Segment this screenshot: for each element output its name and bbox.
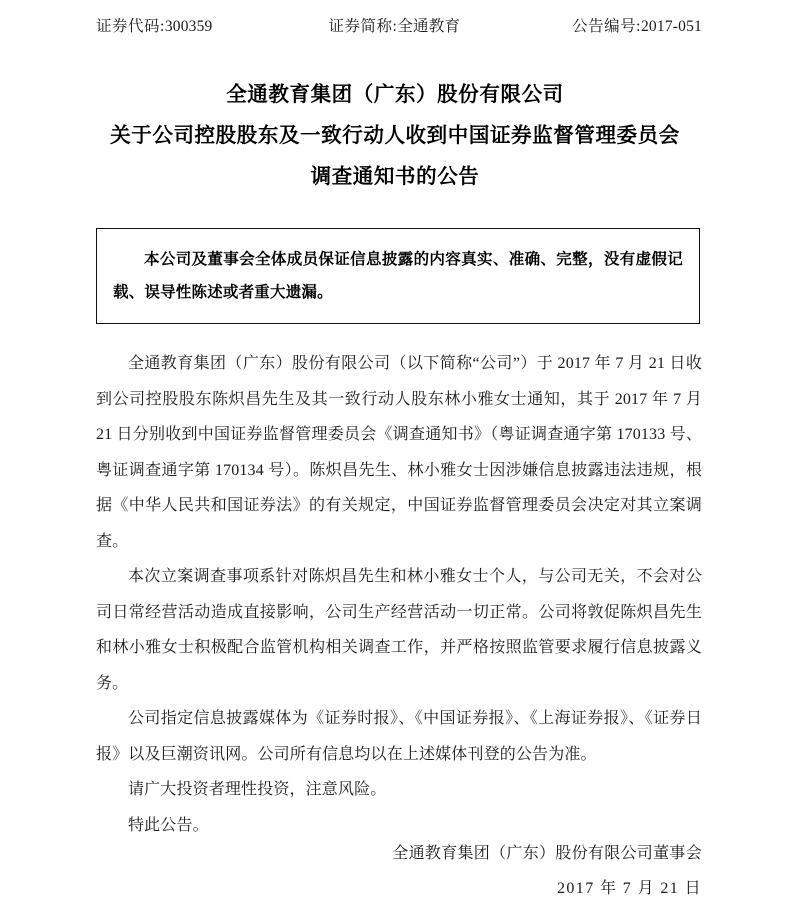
signature-block [392,836,702,906]
security-code-value: 300359 [164,18,213,35]
bulletin-number-label: 公告编号: [572,18,641,35]
security-code-field [96,14,213,36]
title-line-subject: 关于公司控股股东及一致行动人收到中国证券监督管理委员会 [110,123,680,147]
body-paragraph-3: 公司指定信息披露媒体为《证券时报》、《中国证券报》、《上海证券报》、《证券日报》以及巨潮资讯网。公司所有信息均以在上述媒体刊登的公告为准。 [96,710,702,763]
security-name-label: 证券简称: [328,18,398,35]
body-paragraph-5: 特此公告。 [128,816,209,834]
page-title [70,74,720,197]
disclaimer-box [96,228,700,324]
bulletin-number-field [572,14,702,36]
disclaimer-text: 本公司及董事会全体成员保证信息披露的内容真实、准确、完整，没有虚假记载、误导性陈述或者重大遗漏。 [113,250,683,301]
security-name-value: 全通教育 [397,18,461,35]
document-header [0,0,790,36]
security-code-label: 证券代码: [96,18,165,35]
title-line-suffix: 调查通知书的公告 [310,164,480,188]
body-paragraph-2: 本次立案调查事项系针对陈炽昌先生和林小雅女士个人，与公司无关，不会对公司日常经营活动造成直接影响，公司生产经营活动一切正常。公司将敦促陈炽昌先生和林小雅女士积极配合监管机构相关调查工作，并严格按照监管要求履行信息披露义务。 [96,568,702,692]
signature-company: 全通教育集团（广东）股份有限公司董事会 [392,845,702,862]
title-line-company: 全通教育集团（广东）股份有限公司 [226,82,564,106]
document-body [96,346,702,843]
signature-date: 2017 年 7 月 21 日 [557,880,702,897]
body-paragraph-4: 请广大投资者理性投资，注意风险。 [128,781,387,798]
body-paragraph-1: 全通教育集团（广东）股份有限公司（以下简称“公司”）于 2017 年 7 月 21 日收到公司控股股东陈炽昌先生及其一致行动人股东林小雅女士通知，其于 2017 年 7 月 21 日分别收到中国证券监督管理委员会《调查通知书》（粤证调查通字第 170133 号、粤证调查通字第 170134 号）。陈炽昌先生、林小雅女士因涉嫌信息披露违法违规，根据《中华人民共和国证券法》的有关规定，中国证券监督管理委员会决定对其立案调查。 [96,355,702,550]
bulletin-number-value: 2017-051 [640,18,702,35]
security-name-field [329,14,461,36]
